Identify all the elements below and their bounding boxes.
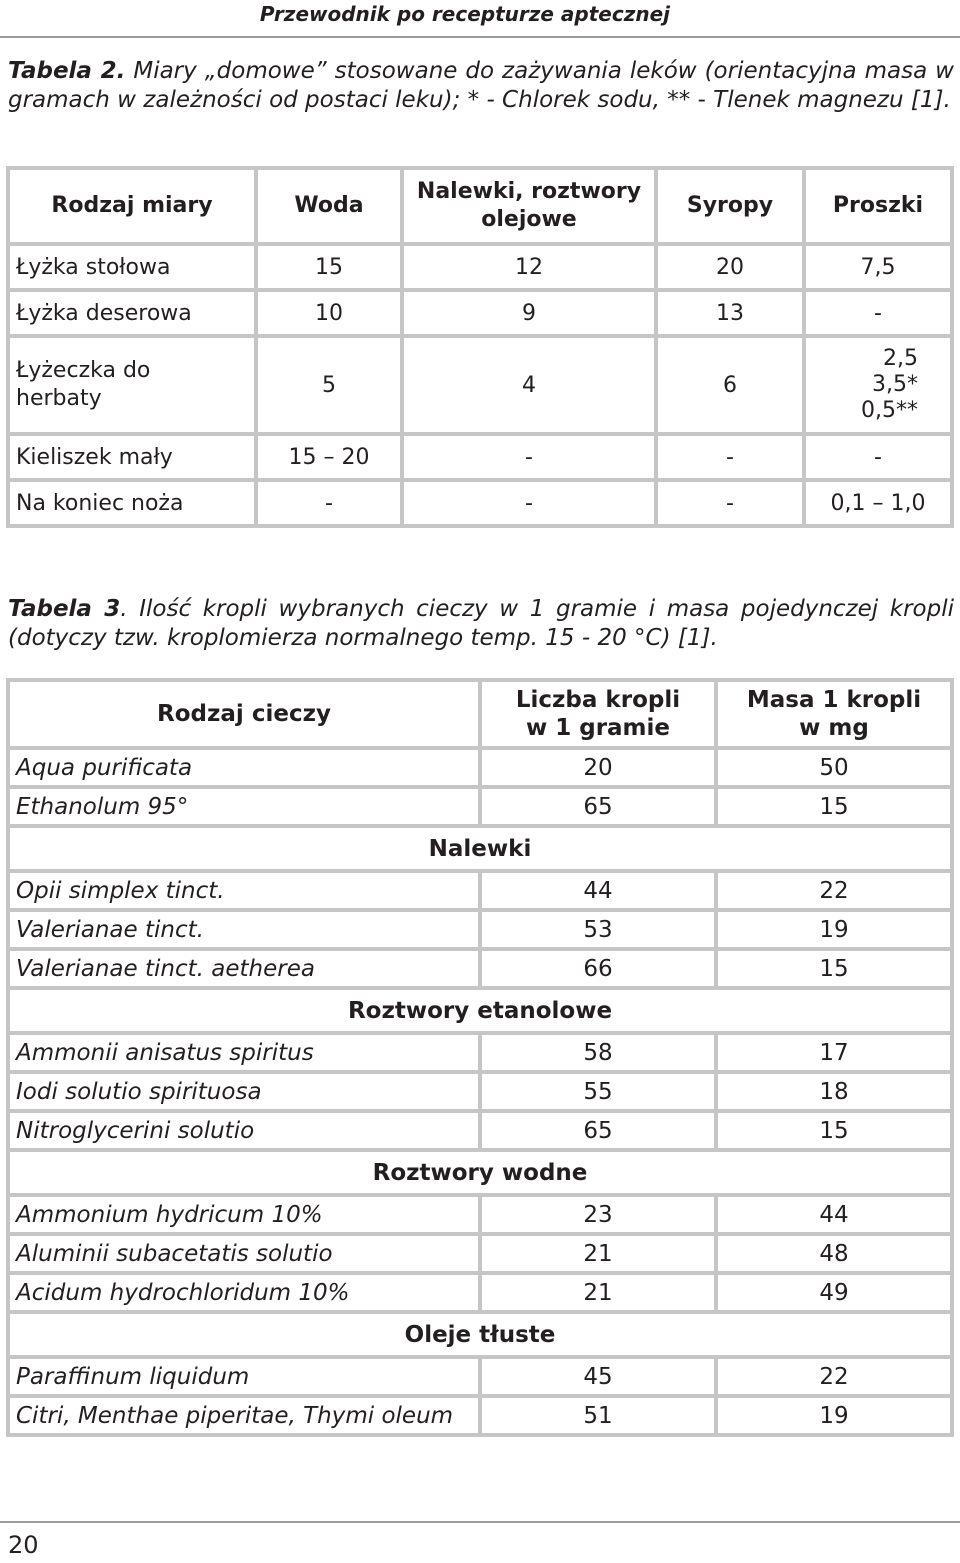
table2-header-cell xyxy=(404,170,658,246)
drop-count: 53 xyxy=(482,912,718,951)
liquid-name: Aluminii subacetatis solutio xyxy=(10,1236,482,1275)
liquid-name: Ammonium hydricum 10% xyxy=(10,1197,482,1236)
table2-header-cell: Woda xyxy=(258,170,404,246)
liquid-name: Valerianae tinct. xyxy=(10,912,482,951)
liquid-name: Aqua purificata xyxy=(10,750,482,789)
table-row xyxy=(10,1236,954,1275)
drop-count: 21 xyxy=(482,1275,718,1314)
table-row xyxy=(10,873,954,912)
section-title: Roztwory etanolowe xyxy=(10,990,954,1035)
header-title: Przewodnik po recepturze aptecznej xyxy=(259,2,670,26)
drop-mass: 50 xyxy=(718,750,954,789)
table-row xyxy=(10,338,954,436)
drop-mass: 22 xyxy=(718,1359,954,1398)
cell-woda: 15 xyxy=(258,246,404,292)
drop-count: 51 xyxy=(482,1398,718,1437)
drop-mass: 22 xyxy=(718,873,954,912)
measure-label-text: Łyżeczka do herbaty xyxy=(16,358,151,411)
drop-mass: 19 xyxy=(718,912,954,951)
table3-header-row xyxy=(10,682,954,750)
section-row xyxy=(10,1152,954,1197)
table2-header-cell: Rodzaj miary xyxy=(10,170,258,246)
drop-mass: 15 xyxy=(718,789,954,828)
section-row xyxy=(10,828,954,873)
section-row xyxy=(10,990,954,1035)
drop-count: 58 xyxy=(482,1035,718,1074)
drop-count: 55 xyxy=(482,1074,718,1113)
cell-nalewki: 9 xyxy=(404,292,658,338)
cell-syropy: 20 xyxy=(658,246,806,292)
cell-nalewki: - xyxy=(404,436,658,482)
drop-mass: 48 xyxy=(718,1236,954,1275)
table-row xyxy=(10,1275,954,1314)
drop-mass: 15 xyxy=(718,1113,954,1152)
drop-count: 44 xyxy=(482,873,718,912)
cell-proszki: - xyxy=(806,436,954,482)
drops-table xyxy=(6,678,954,1437)
table2-caption xyxy=(8,57,954,115)
proszki-multi-value: 2,5 3,5* 0,5** xyxy=(861,346,918,423)
cell-syropy: 6 xyxy=(658,338,806,436)
cell-proszki xyxy=(806,338,954,436)
drop-mass: 49 xyxy=(718,1275,954,1314)
table-row xyxy=(10,789,954,828)
cell-proszki: 7,5 xyxy=(806,246,954,292)
table-row xyxy=(10,292,954,338)
drop-count: 21 xyxy=(482,1236,718,1275)
cell-syropy: 13 xyxy=(658,292,806,338)
table3-header-cell: Rodzaj cieczy xyxy=(10,682,482,750)
table-row xyxy=(10,951,954,990)
table3-caption xyxy=(8,595,954,653)
table3-caption-label: Tabela 3 xyxy=(8,596,121,622)
footer-rule xyxy=(0,1521,960,1523)
cell-woda: 5 xyxy=(258,338,404,436)
table3-caption-text: . Ilość kropli wybranych cieczy w 1 gramie i masa pojedynczej kropli (dotyczy tzw. kroplomierza normalnego temp. 15 - 20 °C) [1]. xyxy=(8,596,954,651)
drop-count: 45 xyxy=(482,1359,718,1398)
cell-syropy: - xyxy=(658,482,806,528)
cell-nalewki: 4 xyxy=(404,338,658,436)
drop-count: 23 xyxy=(482,1197,718,1236)
drop-mass: 19 xyxy=(718,1398,954,1437)
cell-proszki: - xyxy=(806,292,954,338)
table2-header-text: Nalewki, roztwory olejowe xyxy=(416,179,642,232)
table-row xyxy=(10,482,954,528)
table-row xyxy=(10,246,954,292)
measure-label xyxy=(10,338,258,436)
cell-woda: 10 xyxy=(258,292,404,338)
table2-header-row xyxy=(10,170,954,246)
liquid-name: Valerianae tinct. aetherea xyxy=(10,951,482,990)
cell-proszki: 0,1 – 1,0 xyxy=(806,482,954,528)
table-row xyxy=(10,1074,954,1113)
table2-header-cell: Proszki xyxy=(806,170,954,246)
measure-label: Kieliszek mały xyxy=(10,436,258,482)
table-row xyxy=(10,750,954,789)
drop-count: 66 xyxy=(482,951,718,990)
liquid-name: Ammonii anisatus spiritus xyxy=(10,1035,482,1074)
table3-header-text: Liczba kropli w 1 gramie xyxy=(515,687,681,741)
table3-header-text: Masa 1 kropli w mg xyxy=(746,687,922,741)
liquid-name: Nitroglycerini solutio xyxy=(10,1113,482,1152)
table2-caption-label: Tabela 2. xyxy=(8,58,126,84)
measure-label: Łyżka stołowa xyxy=(10,246,258,292)
table2-caption-text: Miary „domowe” stosowane do zażywania leków (orientacyjna masa w gramach w zależności od postaci leku); * - Chlorek sodu, ** - Tlenek magnezu [1]. xyxy=(8,58,954,113)
cell-nalewki: - xyxy=(404,482,658,528)
drop-mass: 15 xyxy=(718,951,954,990)
section-title: Oleje tłuste xyxy=(10,1314,954,1359)
drop-count: 65 xyxy=(482,1113,718,1152)
drop-mass: 18 xyxy=(718,1074,954,1113)
measure-label: Łyżka deserowa xyxy=(10,292,258,338)
cell-woda: 15 – 20 xyxy=(258,436,404,482)
cell-nalewki: 12 xyxy=(404,246,658,292)
liquid-name: Ethanolum 95° xyxy=(10,789,482,828)
drop-mass: 44 xyxy=(718,1197,954,1236)
section-title: Roztwory wodne xyxy=(10,1152,954,1197)
household-measures-table xyxy=(6,166,954,528)
table-row xyxy=(10,1359,954,1398)
header-rule xyxy=(0,36,960,38)
cell-syropy: - xyxy=(658,436,806,482)
table-row xyxy=(10,1398,954,1437)
table-row xyxy=(10,1197,954,1236)
liquid-name: Opii simplex tinct. xyxy=(10,873,482,912)
table-row xyxy=(10,1113,954,1152)
table3-header-cell xyxy=(482,682,718,750)
table-row xyxy=(10,436,954,482)
drop-count: 65 xyxy=(482,789,718,828)
table3-header-cell xyxy=(718,682,954,750)
section-row xyxy=(10,1314,954,1359)
table-row xyxy=(10,1035,954,1074)
liquid-name: Paraffinum liquidum xyxy=(10,1359,482,1398)
table2-header-cell: Syropy xyxy=(658,170,806,246)
liquid-name: Acidum hydrochloridum 10% xyxy=(10,1275,482,1314)
section-title: Nalewki xyxy=(10,828,954,873)
drop-mass: 17 xyxy=(718,1035,954,1074)
page-header xyxy=(0,0,960,36)
liquid-name: Citri, Menthae piperitae, Thymi oleum xyxy=(10,1398,482,1437)
drop-count: 20 xyxy=(482,750,718,789)
page-number: 20 xyxy=(8,1531,39,1559)
measure-label: Na koniec noża xyxy=(10,482,258,528)
cell-woda: - xyxy=(258,482,404,528)
table-row xyxy=(10,912,954,951)
liquid-name: Iodi solutio spirituosa xyxy=(10,1074,482,1113)
